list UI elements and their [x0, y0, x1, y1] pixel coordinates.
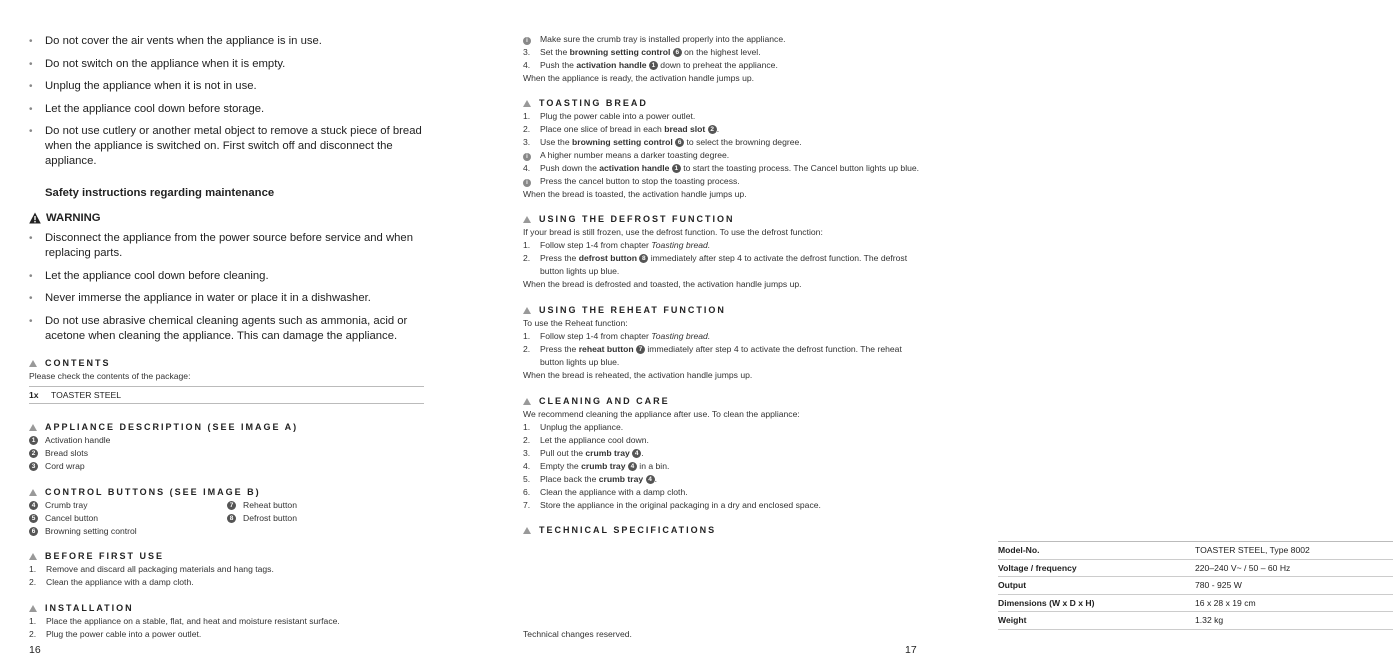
number-circle-icon: 4: [628, 462, 637, 471]
list-item-label: Reheat button: [243, 500, 297, 510]
number-circle-icon: 4: [29, 501, 38, 510]
step-item: [523, 33, 786, 46]
step-number: 5.: [523, 474, 531, 484]
list-item-label: Defrost button: [243, 513, 297, 523]
bullet-item: • Let the appliance cool down before storage.: [29, 102, 429, 117]
step-item: [29, 576, 274, 589]
number-circle-icon: 2: [708, 125, 717, 134]
spec-value: 16 x 28 x 19 cm: [1195, 597, 1256, 608]
step-number: 2.: [29, 629, 37, 639]
spec-value: 220–240 V~ / 50 – 60 Hz: [1195, 562, 1291, 573]
cleaning-steps: [523, 421, 821, 512]
step-number: 2.: [29, 577, 37, 587]
contents-table: [29, 386, 424, 404]
step-number: 6.: [523, 487, 531, 497]
step-item: [523, 499, 821, 512]
section-triangle-icon: [523, 100, 531, 107]
toasting-steps: [523, 110, 919, 188]
step-text: Unplug the appliance.: [540, 422, 624, 432]
step-text-post: on the highest level.: [681, 47, 761, 57]
step-bold: activation handle: [599, 163, 670, 173]
section-triangle-icon: [29, 489, 37, 496]
safety-bullet-list: [29, 34, 429, 177]
spec-value: 1.32 kg: [1195, 615, 1224, 626]
step-item: [29, 615, 340, 628]
number-circle-icon: 3: [29, 462, 38, 471]
list-item: [29, 512, 137, 525]
step-item: [523, 110, 919, 123]
spec-value: TOASTER STEEL, Type 8002: [1195, 545, 1310, 555]
reheat-content: To use the Reheat function: 1. Follow step 1-4 from chapter Toasting bread. 2. Press the reheat button 7 immediately after step 4 to activate the defrost function. The reheat button lights up blue. When the bread is reheated, the activation handle jumps up.: [523, 318, 902, 380]
step-number: 2.: [523, 124, 531, 134]
step-bold: activation handle: [576, 60, 647, 70]
section-triangle-icon: [29, 360, 37, 367]
step-item: [29, 563, 274, 576]
section-triangle-icon: [523, 216, 531, 223]
list-item: [29, 499, 137, 512]
step-number: 2.: [523, 435, 531, 445]
toasting-heading: TOASTING BREAD: [523, 98, 648, 108]
step-bold: crumb tray: [598, 474, 644, 484]
preheat-end: When the appliance is ready, the activation handle jumps up.: [523, 73, 755, 83]
toasting-end: When the bread is toasted, the activation handle jumps up.: [523, 189, 747, 199]
list-item-label: Cord wrap: [45, 461, 85, 471]
step-number: 4.: [523, 60, 531, 70]
maintenance-title: Safety instructions regarding maintenance: [45, 187, 275, 199]
right-page: [475, 0, 1310, 660]
spec-value: 780 - 925 W: [1195, 580, 1242, 591]
list-item-label: Cancel button: [45, 513, 99, 523]
step-text-post: to select the browning degree.: [684, 137, 802, 147]
step-text: Clean the appliance with a damp cloth.: [540, 487, 688, 497]
spec-row: [998, 542, 1393, 560]
contents-heading: CONTENTS: [29, 358, 111, 368]
step-text: A higher number means a darker toasting degree.: [540, 150, 730, 160]
step-text-post: in a bin.: [636, 461, 670, 471]
control-buttons-list-2: [227, 499, 297, 525]
bullet-item: • Never immerse the appliance in water or place it in a dishwasher.: [29, 291, 429, 306]
defrost-content: If your bread is still frozen, use the defrost function. To use the defrost function: 1. Follow step 1-4 from chapter Toasting bread. 2. Press the defrost button 8 immediately after step 4 to activate the defrost function. The defrost button lights up blue. When the bread is defrosted and toasted, the activation handle jumps up.: [523, 227, 908, 289]
tech-specs-table: [998, 541, 1393, 630]
bullet-item: • Do not switch on the appliance when it is empty.: [29, 57, 429, 72]
list-item: [29, 447, 110, 460]
contents-item: TOASTER STEEL: [51, 390, 122, 400]
step-text: Plug the power cable into a power outlet.: [46, 629, 202, 639]
step-text: Empty the: [540, 461, 582, 471]
step-number: 1.: [29, 564, 37, 574]
preheat-steps: [523, 33, 786, 72]
number-circle-icon: 6: [29, 527, 38, 536]
spec-row: [998, 577, 1393, 595]
bullet-item: • Do not cover the air vents when the appliance is in use.: [29, 34, 429, 49]
step-number: 1.: [29, 616, 37, 626]
step-text: Place back the: [540, 474, 599, 484]
contents-qty: 1x: [29, 390, 39, 400]
step-item: [523, 59, 786, 72]
number-circle-icon: 7: [227, 501, 236, 510]
spec-key: Dimensions (W x D x H): [998, 597, 1095, 608]
section-triangle-icon: [523, 307, 531, 314]
info-icon: i: [523, 37, 531, 45]
control-buttons-heading: CONTROL BUTTONS (SEE IMAGE B): [29, 487, 261, 497]
list-item: [29, 460, 110, 473]
before-first-use-steps: [29, 563, 274, 589]
step-text-post: .: [654, 474, 657, 484]
list-item-label: Activation handle: [45, 435, 111, 445]
step-text: Place the appliance on a stable, flat, and heat and moisture resistant surface.: [46, 616, 340, 626]
contents-intro: Please check the contents of the package:: [29, 371, 191, 381]
info-icon-wrap: [523, 149, 531, 162]
list-item: [227, 512, 297, 525]
number-circle-icon: 6: [673, 48, 682, 57]
list-item-label: Crumb tray: [45, 500, 88, 510]
step-text: Plug the power cable into a power outlet.: [540, 111, 696, 121]
step-bold: crumb tray: [585, 448, 630, 458]
left-page: [0, 0, 475, 660]
tech-specs-heading: TECHNICAL SPECIFICATIONS: [523, 525, 716, 535]
number-circle-icon: 1: [672, 164, 681, 173]
step-text: Press the cancel button to stop the toasting process.: [540, 176, 740, 186]
step-text: Push down the: [540, 163, 600, 173]
step-text-post: down to preheat the appliance.: [657, 60, 778, 70]
step-item: [523, 486, 821, 499]
step-item: [29, 628, 340, 641]
section-triangle-icon: [29, 424, 37, 431]
section-triangle-icon: [523, 398, 531, 405]
step-number: 1.: [523, 422, 531, 432]
step-item: [523, 175, 919, 188]
bullet-item: • Unplug the appliance when it is not in use.: [29, 79, 429, 94]
number-circle-icon: 2: [29, 449, 38, 458]
number-circle-icon: 5: [29, 514, 38, 523]
number-circle-icon: 8: [227, 514, 236, 523]
page-number-right: 17: [905, 644, 917, 656]
warning-bullet-list: [29, 231, 429, 351]
step-item: [523, 123, 919, 136]
step-item: [523, 149, 919, 162]
step-text: Remove and discard all packaging materials and hang tags.: [46, 564, 274, 574]
step-text: Store the appliance in the original packaging in a dry and enclosed space.: [540, 500, 821, 510]
warning-icon: [29, 212, 41, 224]
spec-row: [998, 612, 1393, 630]
spec-row: [998, 560, 1393, 578]
section-triangle-icon: [29, 605, 37, 612]
step-number: 3.: [523, 137, 531, 147]
step-text-post: .: [641, 448, 644, 458]
installation-heading: INSTALLATION: [29, 603, 134, 613]
list-item-label: Browning setting control: [45, 526, 137, 536]
number-circle-icon: 1: [29, 436, 38, 445]
step-item: [523, 434, 821, 447]
step-item: [523, 162, 919, 175]
step-item: [523, 473, 821, 486]
number-circle-icon: 1: [649, 61, 658, 70]
step-number: 3.: [523, 47, 531, 57]
info-icon: i: [523, 153, 531, 161]
defrost-heading: USING THE DEFROST FUNCTION: [523, 214, 735, 224]
cleaning-heading: CLEANING AND CARE: [523, 396, 670, 406]
appliance-description-list: [29, 434, 110, 473]
step-text: Push the: [540, 60, 577, 70]
section-triangle-icon: [523, 527, 531, 534]
tech-footnote: Technical changes reserved.: [523, 629, 632, 639]
warning-label: WARNING: [46, 212, 101, 224]
step-number: 1.: [523, 111, 531, 121]
bullet-item: • Do not use cutlery or another metal object to remove a stuck piece of bread when the appliance is switched on. First switch off and disconnect the appliance.: [29, 124, 429, 169]
spec-key: Voltage / frequency: [998, 562, 1077, 573]
list-item: [227, 499, 297, 512]
appliance-description-heading: APPLIANCE DESCRIPTION (SEE IMAGE A): [29, 422, 298, 432]
spec-key: Model-No.: [998, 545, 1040, 555]
info-icon-wrap: [523, 33, 531, 46]
step-bold: browning setting control: [572, 137, 673, 147]
info-icon-wrap: [523, 175, 531, 188]
list-item: [29, 525, 137, 538]
info-icon: i: [523, 179, 531, 187]
bullet-item: • Do not use abrasive chemical cleaning agents such as ammonia, acid or acetone when cleaning the appliance. This can damage the appliance.: [29, 314, 429, 344]
step-number: 3.: [523, 448, 531, 458]
warning-heading: [29, 212, 101, 224]
spec-key: Weight: [998, 615, 1027, 626]
step-text: Place one slice of bread in each: [540, 124, 665, 134]
bullet-item: • Disconnect the appliance from the power source before service and when replacing parts.: [29, 231, 429, 261]
number-circle-icon: 7: [636, 345, 645, 354]
bullet-item: • Let the appliance cool down before cleaning.: [29, 269, 429, 284]
section-triangle-icon: [29, 553, 37, 560]
step-item: [523, 46, 786, 59]
step-text: Let the appliance cool down.: [540, 435, 649, 445]
control-buttons-list-1: [29, 499, 137, 538]
number-circle-icon: 4: [646, 475, 655, 484]
step-bold: browning setting control: [569, 47, 671, 57]
list-item-label: Bread slots: [45, 448, 88, 458]
installation-steps: [29, 615, 340, 641]
step-item: [523, 421, 821, 434]
step-text: Set the: [540, 47, 570, 57]
step-item: [523, 136, 919, 149]
step-number: 4.: [523, 461, 531, 471]
number-circle-icon: 6: [675, 138, 684, 147]
step-number: 7.: [523, 500, 531, 510]
cleaning-intro: We recommend cleaning the appliance after use. To clean the appliance:: [523, 409, 800, 419]
page-number-left: 16: [29, 644, 41, 656]
reheat-heading: USING THE REHEAT FUNCTION: [523, 305, 726, 315]
number-circle-icon: 4: [632, 449, 641, 458]
step-text: Pull out the: [540, 448, 586, 458]
number-circle-icon: 8: [639, 254, 648, 263]
step-item: [523, 447, 821, 460]
spec-key: Output: [998, 580, 1027, 591]
step-bold: crumb tray: [581, 461, 626, 471]
list-item: [29, 434, 110, 447]
step-text-post: to start the toasting process. The Cancel button lights up blue.: [680, 163, 920, 173]
step-bold: bread slot: [664, 124, 706, 134]
step-number: 4.: [523, 163, 531, 173]
step-text: Clean the appliance with a damp cloth.: [46, 577, 194, 587]
step-text: Make sure the crumb tray is installed properly into the appliance.: [540, 34, 786, 44]
step-text: Use the: [540, 137, 573, 147]
step-text-post: .: [716, 124, 720, 134]
step-item: [523, 460, 821, 473]
before-first-use-heading: BEFORE FIRST USE: [29, 551, 164, 561]
spec-row: [998, 595, 1393, 613]
